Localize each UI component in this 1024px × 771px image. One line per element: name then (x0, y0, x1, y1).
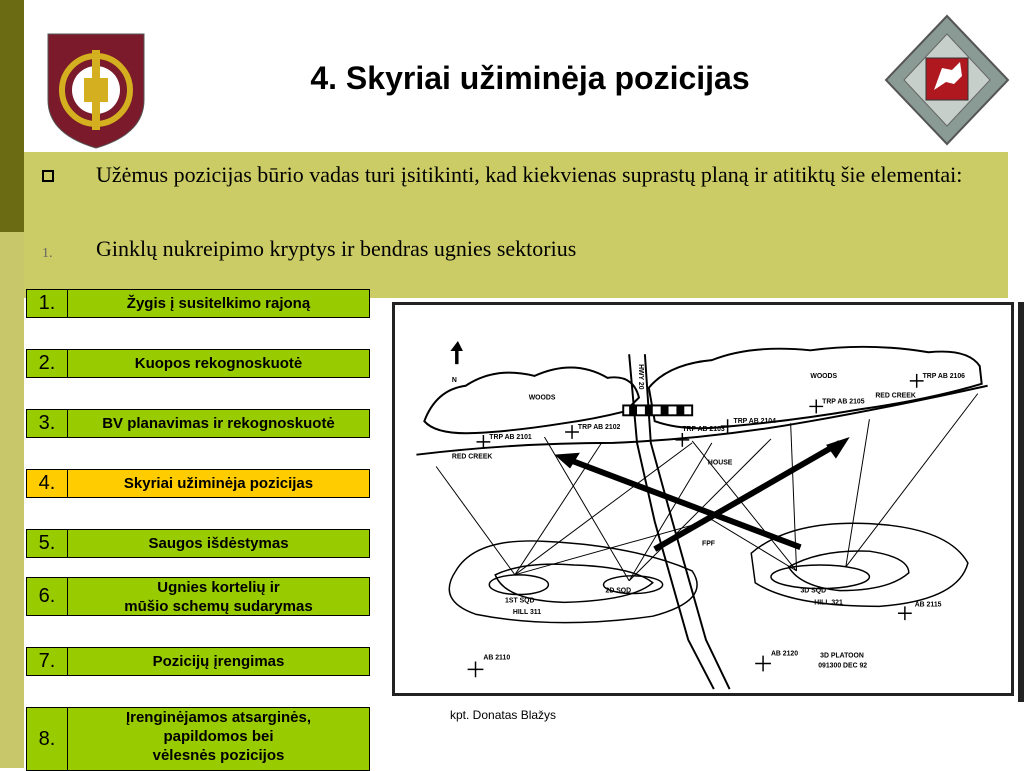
step-3[interactable] (26, 409, 370, 438)
step-8[interactable] (26, 707, 370, 771)
tactical-map (392, 302, 1014, 696)
map-trp-2106: TRP AB 2106 (922, 372, 966, 380)
map-ab2110: AB 2110 (483, 654, 511, 662)
map-ab2120: AB 2120 (770, 650, 799, 658)
step-label-line2: papildomos bei (163, 728, 274, 745)
step-number: 5. (27, 530, 68, 557)
step-number: 7. (27, 648, 68, 675)
step-label: Saugos išdėstymas (148, 535, 289, 552)
hill-311-contour (449, 541, 697, 623)
step-label: Žygis į susitelkimo rajoną (126, 295, 311, 312)
side-bar-bottom (0, 232, 24, 768)
step-number: 1. (27, 290, 68, 317)
step-6[interactable] (26, 577, 370, 616)
bullet-box (24, 152, 1008, 298)
fpf-arrow-2 (655, 443, 840, 549)
map-north-label: N (451, 376, 457, 384)
step-number: 2. (27, 350, 68, 377)
map-sqd3: 3D SQD (800, 587, 827, 595)
step-label: BV planavimas ir rekognoskuotė (102, 415, 335, 432)
step-5[interactable] (26, 529, 370, 558)
map-trp-2104: TRP AB 2104 (733, 418, 776, 426)
map-shadow (1018, 302, 1024, 702)
step-1[interactable] (26, 289, 370, 318)
map-house: HOUSE (707, 459, 733, 467)
map-woods-left: WOODS (528, 394, 556, 402)
author-credit: kpt. Donatas Blažys (450, 708, 557, 722)
step-label-line2: mūšio schemų sudarymas (124, 597, 313, 615)
map-fpf: FPF (702, 540, 716, 548)
step-2[interactable] (26, 349, 370, 378)
map-hwy-label: HWY 20 (636, 364, 644, 390)
step-7[interactable] (26, 647, 370, 676)
step-label-line3: vėlesnės pozicijos (152, 747, 285, 764)
map-trp-2101: TRP AB 2101 (489, 433, 532, 441)
step-label (68, 708, 369, 770)
map-trp-2103: TRP AB 2103 (682, 426, 725, 434)
step-label: Kuopos rekognoskuotė (134, 355, 303, 372)
map-trp-2105: TRP AB 2105 (822, 398, 865, 406)
step-label (68, 578, 369, 615)
map-dtg: 091300 DEC 92 (818, 662, 868, 670)
step-label-line1: Įrenginėjamos atsarginės, (125, 709, 312, 726)
step-number: 4. (27, 470, 68, 497)
map-ab2115: AB 2115 (914, 601, 942, 609)
side-bar-top (0, 0, 24, 232)
step-label: Pozicijų įrengimas (152, 653, 285, 670)
map-platoon: 3D PLATOON (820, 652, 864, 660)
page-title: 4. Skyriai užiminėja pozicijas (310, 60, 750, 96)
map-trp-2102: TRP AB 2102 (577, 424, 621, 432)
map-red-creek-left: RED CREEK (451, 453, 493, 461)
step-number: 8. (27, 708, 68, 770)
step-number: 3. (27, 410, 68, 437)
hill-321-contour (751, 523, 968, 609)
step-4-active[interactable] (26, 469, 370, 498)
woods-right-area (649, 347, 982, 428)
sqd3-position (771, 565, 869, 589)
step-label: Skyriai užiminėja pozicijas (123, 475, 314, 492)
north-arrow-icon (452, 342, 462, 364)
map-sqd1: 1ST SQD (505, 597, 535, 605)
map-red-creek-right: RED CREEK (875, 392, 916, 400)
map-sqd2: 2D SQD (605, 587, 632, 595)
numbered-label: 1. (42, 246, 53, 261)
step-label-line1: Ugnies kortelių ir (157, 578, 280, 596)
step-number: 6. (27, 578, 68, 615)
map-hill311: HILL 311 (512, 609, 542, 617)
square-bullet-icon (42, 170, 54, 182)
bullet-text: Užėmus pozicijas būrio vadas turi įsitikinti, kad kiekvienas suprastų planą ir atitiktų šie elementai: (96, 162, 963, 187)
map-hill321: HILL 321 (814, 599, 843, 607)
sqd1-position (489, 575, 548, 595)
numbered-text: Ginklų nukreipimo kryptys ir bendras ugnies sektorius (96, 236, 577, 261)
map-woods-right: WOODS (810, 372, 838, 380)
